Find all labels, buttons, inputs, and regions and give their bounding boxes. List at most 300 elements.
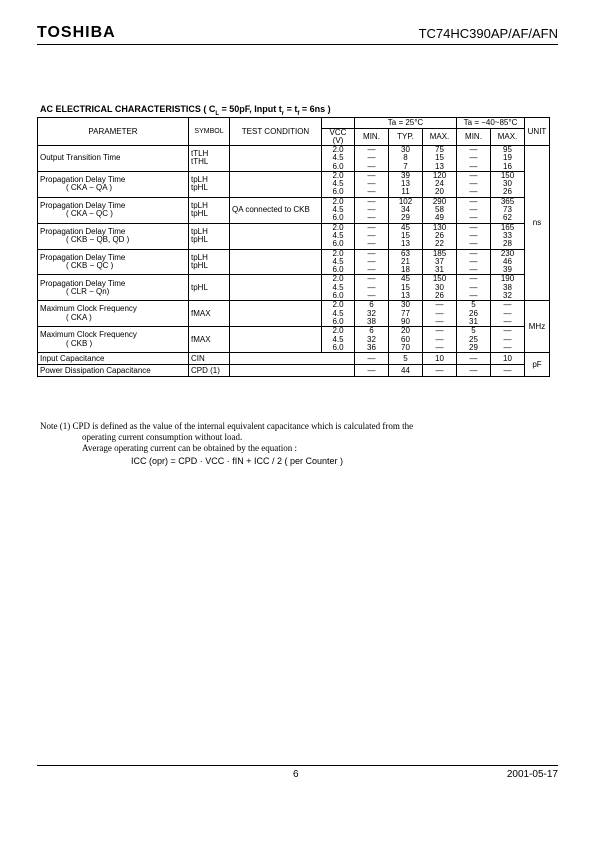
min-cell [355, 171, 389, 197]
symbol-cell [189, 327, 230, 353]
value: 13 [401, 239, 410, 249]
note-line-1: Note (1) CPD is defined as the value of the internal equivalent capacitance which is calculated from the [40, 421, 414, 431]
condition-cell [230, 197, 322, 223]
parameter-text: Propagation Delay Time [40, 175, 126, 185]
value: 30 [401, 300, 410, 310]
value: — [435, 342, 444, 352]
min-cell: — [355, 365, 389, 377]
condition-text: QA connected to CKB [232, 205, 310, 215]
symbol-cell: CPD (1) [189, 365, 230, 377]
condition-cell [230, 171, 322, 197]
value: — [503, 334, 512, 344]
value: — [367, 222, 376, 232]
value: 49 [435, 213, 444, 223]
max-cell: — [423, 365, 457, 377]
value: 13 [401, 291, 410, 301]
value: — [435, 300, 444, 310]
value: 70 [401, 342, 410, 352]
value: 32 [503, 291, 512, 301]
value: tpHL [191, 183, 208, 193]
max-cell: 10 [423, 353, 457, 365]
cin-row [38, 353, 550, 365]
value: — [367, 274, 376, 284]
condition-cell [230, 301, 322, 327]
condition-cell [230, 365, 355, 377]
section-title: AC ELECTRICAL CHARACTERISTICS ( $C_L = 50pF$, Input $t_r = t_f = 6ns$ ) [40, 104, 331, 117]
value: — [469, 196, 478, 206]
value: 30 [435, 282, 444, 292]
max-cell [423, 327, 457, 353]
value: 6.0 [332, 265, 344, 275]
value: fMAX [191, 334, 211, 344]
parameter-text: Propagation Delay Time [40, 226, 126, 236]
value: — [469, 153, 478, 163]
value: 30 [401, 145, 410, 154]
typ-cell [389, 275, 423, 301]
value: 5 [471, 300, 476, 310]
max85-cell [491, 223, 525, 249]
value: tpLH [191, 252, 208, 262]
note-line-2: operating current consumption without load. [82, 432, 243, 442]
value: 185 [432, 248, 447, 258]
parameter-text: Output Transition Time [40, 153, 121, 163]
symbol-cell [189, 301, 230, 327]
value: — [469, 274, 478, 284]
value: 7 [403, 161, 408, 171]
max85-cell [491, 146, 525, 172]
symbol-cell: CIN [189, 353, 230, 365]
value: — [435, 326, 444, 336]
value: — [469, 170, 478, 180]
value: — [469, 256, 478, 266]
symbol-cell [189, 249, 230, 275]
value: 26 [435, 230, 444, 240]
value: 6.0 [332, 239, 344, 249]
vcc-cell [322, 249, 355, 275]
value: — [367, 239, 376, 249]
parameter-cell [38, 249, 189, 275]
value: 6.0 [332, 187, 344, 197]
max85-cell [491, 327, 525, 353]
min-cell [355, 275, 389, 301]
vcc-cell [322, 197, 355, 223]
typ-cell [389, 197, 423, 223]
table-row [38, 327, 550, 353]
value: — [503, 342, 512, 352]
value: 165 [500, 222, 515, 232]
value: 30 [503, 179, 512, 189]
value: 25 [469, 334, 478, 344]
parameter-cell [38, 275, 189, 301]
condition-cell [230, 327, 322, 353]
value: 365 [500, 196, 515, 206]
value: 4.5 [332, 179, 344, 189]
parameter-text: ( CKB − QB, QD ) [66, 235, 130, 245]
value: — [469, 161, 478, 171]
max85-cell [491, 171, 525, 197]
parameter-cell [38, 223, 189, 249]
value: 4.5 [332, 230, 344, 240]
value: — [469, 187, 478, 197]
value: 73 [503, 205, 512, 215]
condition-cell [230, 249, 322, 275]
value: — [435, 334, 444, 344]
header-rule [37, 44, 558, 45]
max-cell [423, 197, 457, 223]
value: 45 [401, 274, 410, 284]
min85-cell [457, 301, 491, 327]
min85-cell [457, 249, 491, 275]
typ-cell: 44 [389, 365, 423, 377]
value: 38 [503, 282, 512, 292]
unit-ns: ns [525, 146, 550, 301]
value: 15 [401, 230, 410, 240]
value: 39 [401, 170, 410, 180]
value: — [469, 213, 478, 223]
value: tpHL [191, 282, 208, 292]
value: 34 [401, 205, 410, 215]
vcc-cell [322, 146, 355, 172]
value: — [469, 248, 478, 258]
value: 2.0 [332, 326, 344, 336]
value: 6.0 [332, 342, 344, 352]
table-row [38, 249, 550, 275]
value: 22 [435, 239, 444, 249]
part-number: TC74HC390AP/AF/AFN [418, 26, 558, 41]
value: — [367, 256, 376, 266]
value: 32 [367, 308, 376, 318]
condition-cell [230, 275, 322, 301]
value: 8 [403, 153, 408, 163]
value: 95 [503, 145, 512, 154]
max85-cell [491, 249, 525, 275]
value: 60 [401, 334, 410, 344]
max85-cell [491, 301, 525, 327]
value: — [469, 239, 478, 249]
value: — [367, 248, 376, 258]
symbol-cell [189, 171, 230, 197]
condition-cell [230, 146, 322, 172]
typ-cell [389, 171, 423, 197]
min-cell [355, 146, 389, 172]
table-row [38, 301, 550, 327]
value: — [367, 265, 376, 275]
max-cell [423, 275, 457, 301]
value: 38 [367, 316, 376, 326]
value: 32 [367, 334, 376, 344]
value: 4.5 [332, 256, 344, 266]
value: 77 [401, 308, 410, 318]
value: 29 [401, 213, 410, 223]
typ-cell: 5 [389, 353, 423, 365]
value: — [503, 326, 512, 336]
value: 62 [503, 213, 512, 223]
table-row [38, 146, 550, 172]
value: 26 [503, 187, 512, 197]
value: 6.0 [332, 213, 344, 223]
value: 15 [401, 282, 410, 292]
value: 2.0 [332, 274, 344, 284]
value: 26 [469, 308, 478, 318]
symbol-cell [189, 197, 230, 223]
value: 29 [469, 342, 478, 352]
note-line-3: Average operating current can be obtained by the equation : [82, 443, 297, 453]
value: — [503, 316, 512, 326]
min-cell [355, 249, 389, 275]
value: — [367, 153, 376, 163]
min85-cell: — [457, 365, 491, 377]
condition-cell [230, 353, 355, 365]
value: 4.5 [332, 308, 344, 318]
value: 4.5 [332, 282, 344, 292]
value: 6.0 [332, 291, 344, 301]
value: — [367, 230, 376, 240]
value: 28 [503, 239, 512, 249]
value: — [503, 300, 512, 310]
max-cell [423, 223, 457, 249]
value: 130 [432, 222, 447, 232]
header-max: MAX. [423, 129, 457, 146]
value: 90 [401, 316, 410, 326]
value: — [367, 213, 376, 223]
value: 63 [401, 248, 410, 258]
value: — [469, 282, 478, 292]
typ-cell [389, 301, 423, 327]
value: 36 [367, 342, 376, 352]
value: 5 [471, 326, 476, 336]
symbol-cell [189, 223, 230, 249]
value: 230 [500, 248, 515, 258]
parameter-text: Maximum Clock Frequency [40, 330, 137, 340]
value: 33 [503, 230, 512, 240]
min-cell [355, 301, 389, 327]
value: 6 [369, 326, 374, 336]
value: — [469, 145, 478, 154]
table-row [38, 171, 550, 197]
max-cell [423, 146, 457, 172]
value: — [367, 291, 376, 301]
value: 150 [500, 170, 515, 180]
parameter-cell: Input Capacitance [38, 353, 189, 365]
note-block [40, 421, 550, 454]
vcc-cell [322, 223, 355, 249]
parameter-text: Propagation Delay Time [40, 278, 126, 288]
value: 13 [435, 161, 444, 171]
value: — [469, 291, 478, 301]
max-cell [423, 171, 457, 197]
value: 13 [401, 179, 410, 189]
value: tpHL [191, 209, 208, 219]
parameter-text: Propagation Delay Time [40, 252, 126, 262]
parameter-text: Maximum Clock Frequency [40, 304, 137, 314]
footer-rule [37, 765, 558, 766]
value: 4.5 [332, 205, 344, 215]
vcc-cell [322, 301, 355, 327]
value: — [367, 170, 376, 180]
page-number: 6 [293, 769, 299, 780]
max-cell [423, 249, 457, 275]
min85-cell: — [457, 353, 491, 365]
max-cell [423, 301, 457, 327]
header-test-condition: TEST CONDITION [230, 118, 322, 146]
value: — [367, 145, 376, 154]
brand-logo-text: TOSHIBA [37, 24, 116, 41]
min85-cell [457, 171, 491, 197]
header-min-85: MIN. [457, 129, 491, 146]
value: 2.0 [332, 300, 344, 310]
value: tpLH [191, 200, 208, 210]
parameter-cell [38, 146, 189, 172]
value: 4.5 [332, 153, 344, 163]
value: — [367, 205, 376, 215]
parameter-text: ( CKA − QC ) [66, 209, 113, 219]
value: 31 [435, 265, 444, 275]
value: — [435, 316, 444, 326]
max85-cell: 10 [491, 353, 525, 365]
typ-cell [389, 146, 423, 172]
value: tpHL [191, 261, 208, 270]
min-cell [355, 223, 389, 249]
icc-formula: ICC (opr) = CPD · VCC · fIN + ICC / 2 ( per Counter ) [131, 456, 344, 466]
value: 20 [401, 326, 410, 336]
value: — [469, 205, 478, 215]
parameter-cell [38, 197, 189, 223]
parameter-text: Propagation Delay Time [40, 200, 126, 210]
value: — [503, 308, 512, 318]
min-cell: — [355, 353, 389, 365]
value: 46 [503, 256, 512, 266]
unit-mhz: MHz [525, 301, 550, 353]
value: 4.5 [332, 334, 344, 344]
min85-cell [457, 197, 491, 223]
value: 2.0 [332, 222, 344, 232]
header-vcc-top [322, 118, 355, 129]
header-vcc: VCC (V) [322, 129, 355, 146]
value: tpLH [191, 175, 208, 185]
value: 290 [432, 196, 447, 206]
value: 45 [401, 222, 410, 232]
max85-cell [491, 197, 525, 223]
parameter-text: ( CKA − QA ) [66, 183, 113, 193]
table-row [38, 275, 550, 301]
min-cell [355, 197, 389, 223]
value: — [469, 222, 478, 232]
value: 2.0 [332, 248, 344, 258]
value: 102 [398, 196, 413, 206]
value: 20 [435, 187, 444, 197]
value: — [469, 265, 478, 275]
header-parameter: PARAMETER [38, 118, 189, 146]
symbol-cell [189, 275, 230, 301]
value: 6.0 [332, 316, 344, 326]
table-row [38, 223, 550, 249]
value: 16 [503, 161, 512, 171]
unit-pf: pF [525, 353, 550, 377]
value: tpHL [191, 235, 208, 245]
value: 18 [401, 265, 410, 275]
header-max-85: MAX. [491, 129, 525, 146]
parameter-text: ( CKB − QC ) [66, 261, 114, 270]
min85-cell [457, 275, 491, 301]
min85-cell [457, 223, 491, 249]
ac-characteristics-table [37, 117, 550, 377]
value: 37 [435, 256, 444, 266]
value: 190 [500, 274, 515, 284]
value: — [367, 187, 376, 197]
value: 11 [401, 187, 410, 197]
typ-cell [389, 223, 423, 249]
value: 24 [435, 179, 444, 189]
header-typ: TYP. [389, 129, 423, 146]
value: — [367, 282, 376, 292]
value: fMAX [191, 308, 211, 318]
value: 58 [435, 205, 444, 215]
header-ta25: Ta = 25°C [355, 118, 457, 129]
max85-cell: — [491, 365, 525, 377]
value: — [367, 161, 376, 171]
min85-cell [457, 146, 491, 172]
parameter-cell: Power Dissipation Capacitance [38, 365, 189, 377]
value: 26 [435, 291, 444, 301]
max85-cell [491, 275, 525, 301]
min-cell [355, 327, 389, 353]
vcc-cell [322, 275, 355, 301]
header-ta85: Ta = −40~85°C [457, 118, 525, 129]
value: — [469, 230, 478, 240]
value: — [367, 196, 376, 206]
header-symbol: SYMBOL [189, 118, 230, 146]
value: 6 [369, 300, 374, 310]
condition-cell [230, 223, 322, 249]
value: 75 [435, 145, 444, 154]
value: 15 [435, 153, 444, 163]
value: 31 [469, 316, 478, 326]
symbol-cell [189, 146, 230, 172]
vcc-cell [322, 171, 355, 197]
value: 120 [432, 170, 447, 180]
header-min: MIN. [355, 129, 389, 146]
value: — [435, 308, 444, 318]
value: 2.0 [332, 170, 344, 180]
parameter-text: ( CKB ) [66, 338, 93, 348]
cpd-row [38, 365, 550, 377]
value: tTHL [191, 157, 209, 167]
parameter-text: ( CKA ) [66, 312, 92, 322]
value: 6.0 [332, 161, 344, 171]
min85-cell [457, 327, 491, 353]
value: tTLH [191, 149, 209, 159]
parameter-cell [38, 301, 189, 327]
table-row [38, 197, 550, 223]
value: 39 [503, 265, 512, 275]
parameter-text: ( CLR − Qn) [66, 286, 110, 296]
header-unit: UNIT [525, 118, 550, 146]
value: 2.0 [332, 196, 344, 206]
value: — [469, 179, 478, 189]
value: 2.0 [332, 145, 344, 154]
parameter-cell [38, 171, 189, 197]
value: 19 [503, 153, 512, 163]
value: 150 [432, 274, 447, 284]
parameter-cell [38, 327, 189, 353]
value: — [367, 179, 376, 189]
typ-cell [389, 327, 423, 353]
value: tpLH [191, 226, 208, 236]
vcc-cell [322, 327, 355, 353]
value: 21 [401, 256, 410, 266]
footer-date: 2001-05-17 [506, 769, 558, 780]
typ-cell [389, 249, 423, 275]
